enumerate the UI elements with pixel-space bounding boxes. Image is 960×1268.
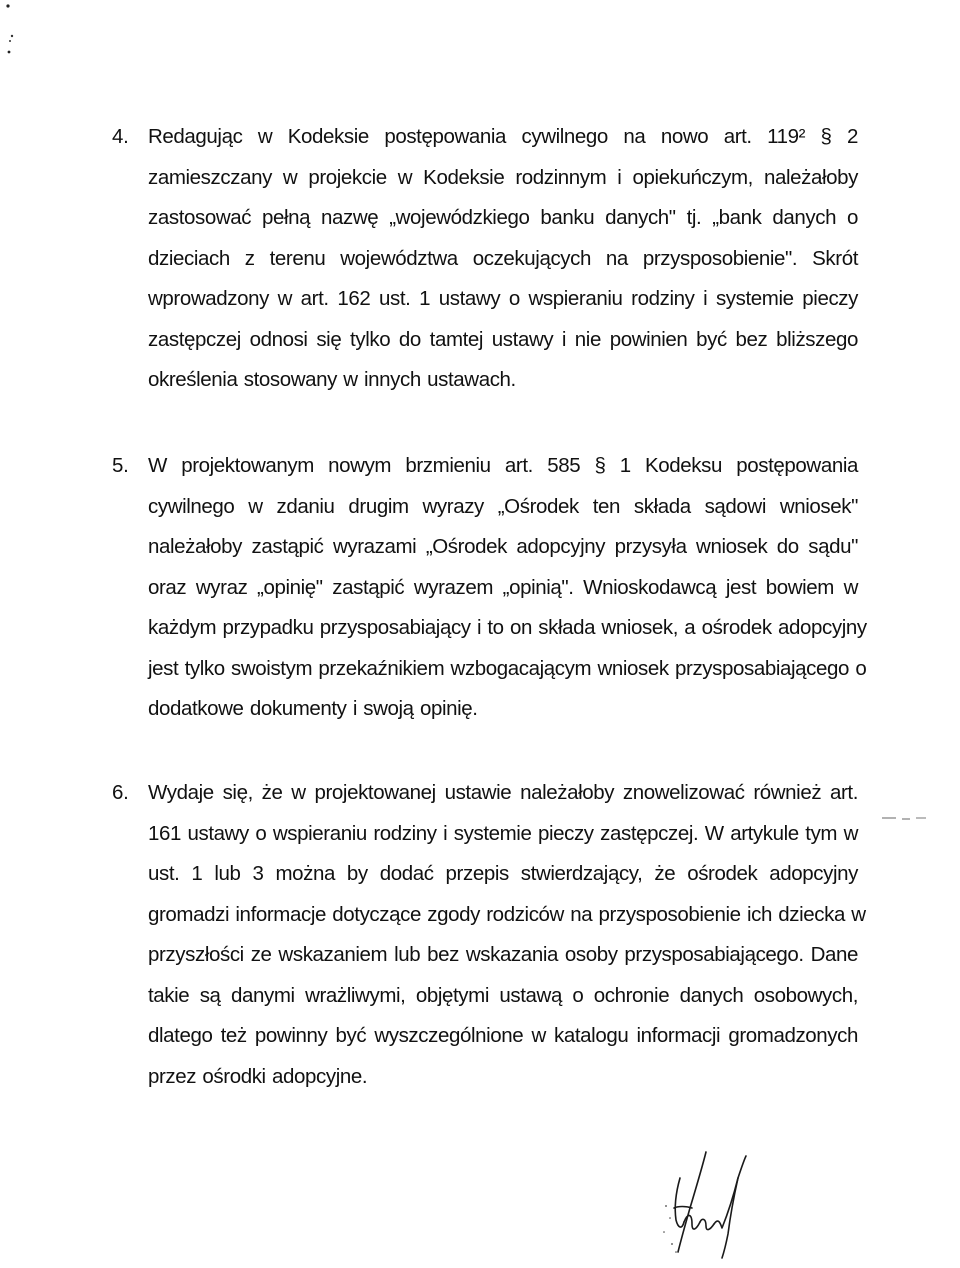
paragraph-line: Redagując w Kodeksie postępowania cywilnego na nowo art. 119² § 2: [148, 125, 858, 148]
paragraph-line: ust. 1 lub 3 można by dodać przepis stwierdzający, że ośrodek adopcyjny: [148, 862, 858, 885]
item-paragraph: [148, 117, 858, 401]
paragraph-line: takie są danymi wrażliwymi, objętymi ustawą o ochronie danych osobowych,: [148, 983, 858, 1007]
paragraph-line: 161 ustawy o wspieraniu rodziny i systemie pieczy zastępczej. W artykule tym w: [148, 821, 858, 845]
handwritten-signature: [636, 1148, 756, 1260]
scan-specks: [0, 0, 960, 120]
paragraph-line: przez ośrodki adopcyjne.: [148, 1064, 368, 1088]
paragraph-line: oraz wyraz „opinię" zastąpić wyrazem „opinią". Wnioskodawcą jest bowiem w: [148, 575, 858, 599]
item-paragraph: [148, 773, 866, 1097]
paragraph-line: wprowadzony w art. 162 ust. 1 ustawy o wspieraniu rodziny i systemie pieczy: [148, 287, 858, 310]
item-paragraph: [148, 446, 867, 730]
paragraph-line: zastosować pełną nazwę „wojewódzkiego banku danych" tj. „bank danych o: [148, 206, 858, 229]
paragraph-line: cywilnego w zdaniu drugim wyrazy „Ośrodek ten składa sądowi wniosek": [148, 494, 858, 518]
paragraph-line: zamieszczany w projekcie w Kodeksie rodzinnym i opiekuńczym, należałoby: [148, 165, 858, 189]
paragraph-line: każdym przypadku przysposabiający i to on składa wniosek, a ośrodek adopcyjny: [148, 616, 867, 639]
item-number: 5.: [112, 454, 129, 477]
paragraph-line: dodatkowe dokumenty i swoją opinię.: [148, 697, 478, 720]
paragraph-line: określenia stosowany w innych ustawach.: [148, 368, 516, 391]
paragraph-line: W projektowanym nowym brzmieniu art. 585 § 1 Kodeksu postępowania: [148, 454, 858, 477]
margin-marks: [882, 810, 952, 830]
paragraph-line: Wydaje się, że w projektowanej ustawie należałoby znowelizować również art.: [148, 781, 858, 804]
paragraph-line: należałoby zastąpić wyrazami „Ośrodek adopcyjny przysyła wniosek do sądu": [148, 535, 858, 558]
paragraph-line: gromadzi informacje dotyczące zgody rodziców na przysposobienie ich dziecka w: [148, 902, 866, 926]
item-number: 6.: [112, 781, 129, 804]
paragraph-line: dlatego też powinny być wyszczególnione w katalogu informacji gromadzonych: [148, 1024, 858, 1047]
paragraph-line: dzieciach z terenu województwa oczekujących na przysposobienie". Skrót: [148, 246, 858, 270]
item-number: 4.: [112, 125, 129, 148]
paragraph-line: jest tylko swoistym przekaźnikiem wzbogacającym wniosek przysposabiającego o: [148, 656, 867, 680]
paragraph-line: przyszłości ze wskazaniem lub bez wskazania osoby przysposabiającego. Dane: [148, 943, 858, 966]
paragraph-line: zastępczej odnosi się tylko do tamtej ustawy i nie powinien być bez bliższego: [148, 327, 858, 351]
